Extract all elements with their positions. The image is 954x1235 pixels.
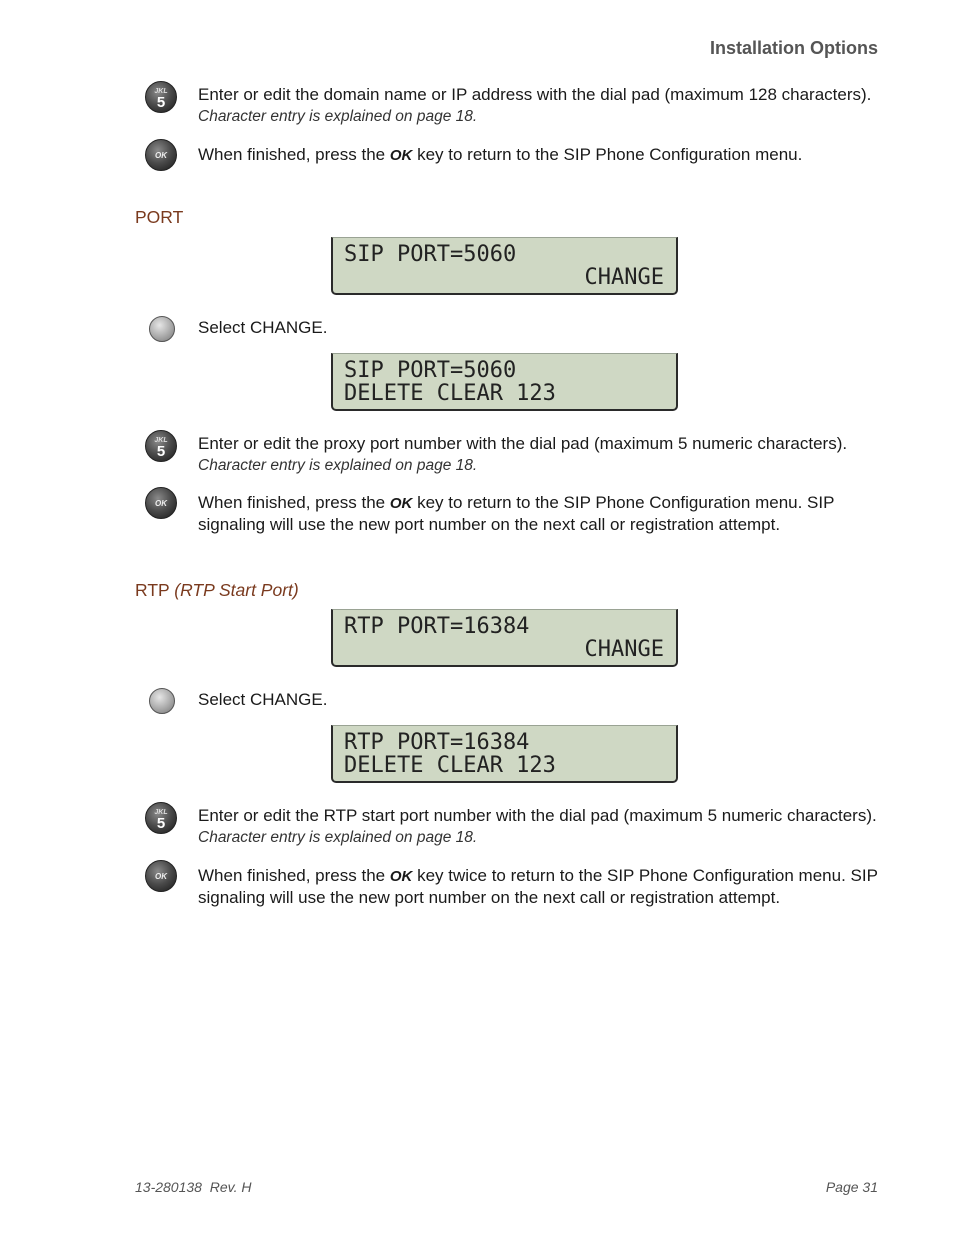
key-5-icon: [144, 429, 178, 463]
step-rtp-select: Select CHANGE.: [198, 690, 328, 709]
key-5-icon: [144, 801, 178, 835]
svg-text:JKL: JKL: [154, 437, 168, 444]
ok-key-icon: [144, 486, 178, 520]
svg-text:5: 5: [156, 815, 166, 832]
svg-text:JKL: JKL: [154, 88, 168, 95]
svg-text:OK: OK: [155, 499, 167, 508]
step-domain-entry: Enter or edit the domain name or IP address with the dial pad (maximum 128 characters). Character entry is explained on page 18.: [198, 85, 872, 125]
ok-key-icon: [144, 138, 178, 172]
ok-key-icon: [144, 859, 178, 893]
svg-text:OK: OK: [155, 151, 167, 160]
key-5-icon: [144, 80, 178, 114]
step-domain-finish: When finished, press the OK key to return to the SIP Phone Configuration menu.: [198, 145, 803, 164]
step-rtp-entry: Enter or edit the RTP start port number with the dial pad (maximum 5 numeric characters). Character entry is explained on page 18.: [198, 806, 877, 846]
step-port-finish: When finished, press the OK key to return to the SIP Phone Configuration menu. SIP signaling will use the new port number on the next call or registration attempt.: [198, 493, 835, 534]
softkey-button-icon: [147, 314, 177, 344]
lcd-rtp-port-edit: RTP PORT=16384 DELETE CLEAR 123: [331, 725, 678, 783]
svg-text:5: 5: [156, 94, 166, 111]
step-port-entry: Enter or edit the proxy port number with the dial pad (maximum 5 numeric characters). Character entry is explained on page 18.: [198, 434, 848, 474]
footer-page-number: Page 31: [825, 1179, 878, 1195]
footer-doc-number: 13-280138 Rev. H: [135, 1179, 252, 1195]
lcd-rtp-port-view: RTP PORT=16384 CHANGE: [331, 609, 678, 667]
lcd-sip-port-view: SIP PORT=5060 CHANGE: [331, 237, 678, 295]
svg-text:JKL: JKL: [154, 809, 168, 816]
svg-text:OK: OK: [155, 872, 167, 881]
step-rtp-finish: When finished, press the OK key twice to return to the SIP Phone Configuration menu. SIP signaling will use the new port number on the next call or registration attempt.: [198, 866, 878, 907]
lcd-sip-port-edit: SIP PORT=5060 DELETE CLEAR 123: [331, 353, 678, 411]
svg-text:5: 5: [156, 443, 166, 460]
softkey-button-icon: [147, 686, 177, 716]
section-heading-rtp: RTP (RTP Start Port): [135, 580, 299, 600]
step-port-select: Select CHANGE.: [198, 318, 328, 337]
page-header-title: Installation Options: [709, 38, 878, 58]
section-heading-port: PORT: [135, 207, 184, 227]
